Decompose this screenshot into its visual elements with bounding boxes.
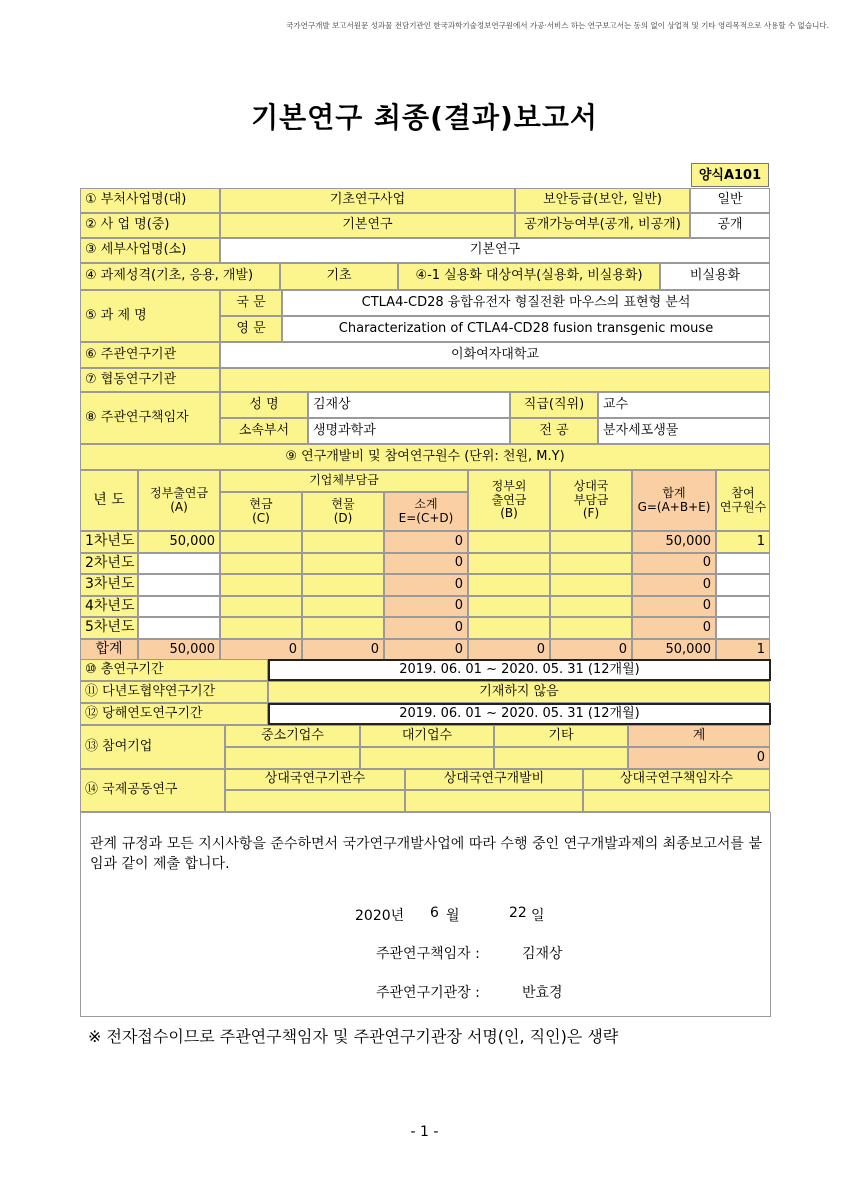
- budget-kind-header: 현물 (D): [302, 492, 384, 531]
- companies-other-value: [494, 747, 628, 769]
- budget-cell-cash: [220, 617, 302, 639]
- budget-cell-subtotal: 0: [384, 531, 468, 553]
- declaration-month-unit: 월: [446, 908, 460, 924]
- pi-name-label: 성 명: [220, 392, 308, 418]
- title-ko-label: 국 문: [220, 290, 282, 316]
- disclosure-value: 공개: [690, 213, 770, 238]
- budget-cell-gov: [138, 596, 220, 617]
- ministry-value: 기초연구사업: [220, 188, 515, 213]
- signer-head-role: 주관연구기관장 :: [376, 985, 480, 1001]
- declaration-day-unit: 일: [531, 908, 545, 924]
- budget-cell-label: 1차년도: [80, 531, 138, 553]
- pi-name: 김재상: [308, 392, 510, 418]
- budget-cell-partner: 0: [550, 639, 632, 661]
- ministry-label: ① 부처사업명(대): [80, 188, 220, 213]
- budget-cell-researchers: [716, 617, 770, 639]
- nature-label: ④ 과제성격(기초, 응용, 개발): [80, 263, 280, 290]
- intl-pis-value: [583, 790, 770, 812]
- intl-funds-header: 상대국연구개발비: [405, 769, 583, 790]
- budget-cell-researchers: [716, 596, 770, 617]
- declaration-year: 2020년: [355, 908, 405, 924]
- practical-label: ④-1 실용화 대상여부(실용화, 비실용화): [398, 263, 660, 290]
- budget-cell-total: 0: [632, 574, 716, 596]
- budget-subtotal-header: 소계 E=(C+D): [384, 492, 468, 531]
- budget-cell-cash: [220, 553, 302, 574]
- multiyear-period-value: 기재하지 않음: [268, 681, 770, 703]
- budget-cell-cash: 0: [220, 639, 302, 661]
- companies-total-header: 계: [628, 725, 770, 747]
- companies-label: ⑬ 참여기업: [80, 725, 225, 769]
- budget-cell-total: 0: [632, 617, 716, 639]
- budget-cell-gov: 50,000: [138, 639, 220, 661]
- budget-cell-nongov: [468, 531, 550, 553]
- signer-pi-role: 주관연구책임자 :: [376, 946, 480, 962]
- footnote: ※ 전자접수이므로 주관연구책임자 및 주관연구기관장 서명(인, 직인)은 생략: [88, 1027, 619, 1046]
- budget-cell-researchers: 1: [716, 639, 770, 661]
- pi-major-label: 전 공: [510, 418, 598, 444]
- budget-cell-label: 5차년도: [80, 617, 138, 639]
- budget-cell-label: 3차년도: [80, 574, 138, 596]
- intl-pis-header: 상대국연구책임자수: [583, 769, 770, 790]
- budget-cell-subtotal: 0: [384, 596, 468, 617]
- budget-cell-kind: [302, 553, 384, 574]
- budget-cell-subtotal: 0: [384, 574, 468, 596]
- companies-sme-header: 중소기업수: [225, 725, 360, 747]
- budget-cell-partner: [550, 617, 632, 639]
- budget-total-header: 합계 G=(A+B+E): [632, 470, 716, 531]
- disclosure-label: 공개가능여부(공개, 비공개): [515, 213, 690, 238]
- budget-cell-label: 4차년도: [80, 596, 138, 617]
- budget-cell-cash: [220, 596, 302, 617]
- pi-dept: 생명과학과: [308, 418, 510, 444]
- budget-cell-nongov: 0: [468, 639, 550, 661]
- pi-position-label: 직급(직위): [510, 392, 598, 418]
- budget-cell-researchers: [716, 574, 770, 596]
- title-en-value: Characterization of CTLA4-CD28 fusion transgenic mouse: [282, 316, 770, 342]
- budget-cell-partner: [550, 596, 632, 617]
- security-label: 보안등급(보안, 일반): [515, 188, 690, 213]
- budget-partner-header: 상대국 부담금 (F): [550, 470, 632, 531]
- budget-cell-total: 50,000: [632, 639, 716, 661]
- budget-cell-partner: [550, 574, 632, 596]
- budget-cell-total: 50,000: [632, 531, 716, 553]
- budget-cell-gov: [138, 553, 220, 574]
- companies-other-header: 기타: [494, 725, 628, 747]
- page-number: - 1 -: [410, 1124, 439, 1140]
- budget-cell-partner: [550, 531, 632, 553]
- budget-section-label: ⑨ 연구개발비 및 참여연구원수 (단위: 천원, M.Y): [80, 444, 770, 470]
- current-period-value: 2019. 06. 01 ~ 2020. 05. 31 (12개월): [268, 703, 771, 725]
- budget-cell-nongov: [468, 574, 550, 596]
- budget-year-header: 년 도: [80, 470, 138, 531]
- total-period-label: ⑩ 총연구기간: [80, 659, 268, 681]
- budget-cell-label: 2차년도: [80, 553, 138, 574]
- title-en-label: 영 문: [220, 316, 282, 342]
- subprogram-value: 기본연구: [220, 238, 770, 263]
- budget-cash-header: 현금 (C): [220, 492, 302, 531]
- budget-cell-label: 합계: [80, 639, 138, 661]
- current-period-label: ⑫ 당해연도연구기간: [80, 703, 268, 725]
- budget-corp-header: 기업체부담금: [220, 470, 468, 492]
- copyright-notice: 국가연구개발 보고서원문 성과물 전담기관인 한국과학기술정보연구원에서 가공·서비스 하는 연구보고서는 동의 없이 상업적 및 기타 영리목적으로 사용할 수 없습니다.: [286, 21, 829, 30]
- budget-cell-nongov: [468, 596, 550, 617]
- program-value: 기본연구: [220, 213, 515, 238]
- budget-cell-researchers: 1: [716, 531, 770, 553]
- declaration-month-number: 6: [430, 905, 439, 921]
- multiyear-period-label: ⑪ 다년도협약연구기간: [80, 681, 268, 703]
- budget-cell-cash: [220, 574, 302, 596]
- budget-cell-kind: [302, 574, 384, 596]
- host-label: ⑥ 주관연구기관: [80, 342, 220, 368]
- companies-large-value: [360, 747, 494, 769]
- practical-value: 비실용화: [660, 263, 770, 290]
- budget-cell-partner: [550, 553, 632, 574]
- declaration-day-number: 22: [509, 905, 527, 921]
- budget-cell-subtotal: 0: [384, 553, 468, 574]
- budget-cell-subtotal: 0: [384, 639, 468, 661]
- budget-cell-gov: [138, 617, 220, 639]
- intl-orgs-value: [225, 790, 405, 812]
- budget-cell-subtotal: 0: [384, 617, 468, 639]
- budget-cell-total: 0: [632, 553, 716, 574]
- intl-orgs-header: 상대국연구기관수: [225, 769, 405, 790]
- intl-label: ⑭ 국제공동연구: [80, 769, 225, 812]
- page-title: 기본연구 최종(결과)보고서: [251, 101, 598, 134]
- budget-cell-gov: 50,000: [138, 531, 220, 553]
- signer-pi-name: 김재상: [522, 946, 563, 962]
- project-title-label: ⑤ 과 제 명: [80, 290, 220, 342]
- intl-funds-value: [405, 790, 583, 812]
- coop-label: ⑦ 협동연구기관: [80, 368, 220, 392]
- program-label: ② 사 업 명(중): [80, 213, 220, 238]
- budget-cell-kind: [302, 596, 384, 617]
- budget-cell-total: 0: [632, 596, 716, 617]
- budget-researchers-header: 참여 연구원수: [716, 470, 770, 531]
- form-code: 양식A101: [691, 163, 769, 187]
- budget-cell-gov: [138, 574, 220, 596]
- coop-value: [220, 368, 770, 392]
- budget-cell-nongov: [468, 553, 550, 574]
- budget-gov-header: 정부출연금 (A): [138, 470, 220, 531]
- declaration-text: 관계 규정과 모든 지시사항을 준수하면서 국가연구개발사업에 따라 수행 중인 연구개발과제의 최종보고서를 붙임과 같이 제출 합니다.: [90, 836, 762, 872]
- budget-cell-kind: 0: [302, 639, 384, 661]
- security-value: 일반: [690, 188, 770, 213]
- budget-cell-nongov: [468, 617, 550, 639]
- pi-major: 분자세포생물: [598, 418, 770, 444]
- companies-total-value: 0: [628, 747, 770, 769]
- pi-position: 교수: [598, 392, 770, 418]
- budget-cell-cash: [220, 531, 302, 553]
- budget-nongov-header: 정부외 출연금 (B): [468, 470, 550, 531]
- companies-sme-value: [225, 747, 360, 769]
- title-ko-value: CTLA4-CD28 융합유전자 형질전환 마우스의 표현형 분석: [282, 290, 770, 316]
- pi-dept-label: 소속부서: [220, 418, 308, 444]
- host-value: 이화여자대학교: [220, 342, 770, 368]
- budget-cell-researchers: [716, 553, 770, 574]
- nature-value: 기초: [280, 263, 398, 290]
- budget-cell-kind: [302, 531, 384, 553]
- companies-large-header: 대기업수: [360, 725, 494, 747]
- subprogram-label: ③ 세부사업명(소): [80, 238, 220, 263]
- signer-head-name: 반효경: [522, 985, 563, 1001]
- budget-cell-kind: [302, 617, 384, 639]
- total-period-value: 2019. 06. 01 ~ 2020. 05. 31 (12개월): [268, 659, 771, 681]
- pi-label: ⑧ 주관연구책임자: [80, 392, 220, 444]
